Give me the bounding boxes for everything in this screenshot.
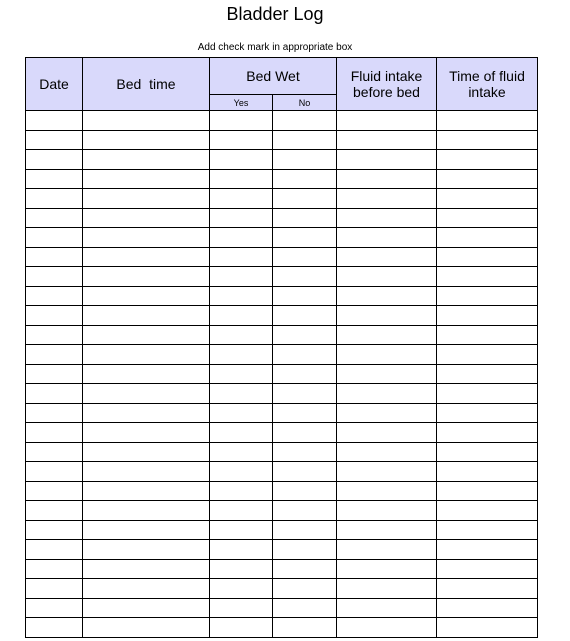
fluid-time-cell[interactable] <box>437 598 538 618</box>
bed-time-cell[interactable] <box>83 442 210 462</box>
bed-wet-no-cell[interactable] <box>273 208 337 228</box>
date-cell[interactable] <box>26 325 83 345</box>
log-row <box>26 286 538 306</box>
fluid-time-cell[interactable] <box>437 403 538 423</box>
fluid-intake-cell[interactable] <box>337 501 437 521</box>
fluid-intake-cell[interactable] <box>337 598 437 618</box>
fluid-time-cell[interactable] <box>437 345 538 365</box>
bed-time-cell[interactable] <box>83 130 210 150</box>
log-row <box>26 345 538 365</box>
log-row <box>26 111 538 131</box>
date-cell[interactable] <box>26 423 83 443</box>
date-cell[interactable] <box>26 540 83 560</box>
bed-time-cell[interactable] <box>83 325 210 345</box>
bed-wet-no-cell[interactable] <box>273 618 337 638</box>
fluid-time-cell[interactable] <box>437 364 538 384</box>
bed-wet-yes-cell[interactable] <box>210 462 273 482</box>
bed-wet-no-cell[interactable] <box>273 364 337 384</box>
bed-time-cell[interactable] <box>83 423 210 443</box>
date-cell[interactable] <box>26 501 83 521</box>
fluid-time-cell[interactable] <box>437 286 538 306</box>
date-cell[interactable] <box>26 598 83 618</box>
log-row <box>26 579 538 599</box>
bed-wet-no-cell[interactable] <box>273 247 337 267</box>
fluid-intake-cell[interactable] <box>337 150 437 170</box>
bed-wet-yes-cell[interactable] <box>210 286 273 306</box>
log-row <box>26 481 538 501</box>
bed-wet-yes-cell[interactable] <box>210 481 273 501</box>
bed-wet-yes-cell[interactable] <box>210 442 273 462</box>
bed-wet-no-cell[interactable] <box>273 520 337 540</box>
fluid-intake-cell[interactable] <box>337 208 437 228</box>
bed-wet-yes-cell[interactable] <box>210 325 273 345</box>
fluid-intake-cell[interactable] <box>337 111 437 131</box>
log-row <box>26 462 538 482</box>
bed-wet-no-cell[interactable] <box>273 130 337 150</box>
bed-time-cell[interactable] <box>83 267 210 287</box>
bed-wet-yes-cell[interactable] <box>210 540 273 560</box>
bed-wet-column-header: Bed Wet <box>210 58 337 95</box>
bed-time-column-header: Bed time <box>83 58 210 111</box>
fluid-time-cell[interactable] <box>437 325 538 345</box>
log-row <box>26 501 538 521</box>
log-row <box>26 559 538 579</box>
bed-wet-yes-cell[interactable] <box>210 169 273 189</box>
bed-time-cell[interactable] <box>83 228 210 248</box>
bed-time-cell[interactable] <box>83 247 210 267</box>
bladder-log-table <box>25 57 538 638</box>
fluid-time-cell[interactable] <box>437 306 538 326</box>
date-cell[interactable] <box>26 286 83 306</box>
date-cell[interactable] <box>26 345 83 365</box>
bed-wet-yes-cell[interactable] <box>210 267 273 287</box>
date-cell[interactable] <box>26 384 83 404</box>
fluid-time-cell[interactable] <box>437 111 538 131</box>
instruction-text: Add check mark in appropriate box <box>197 42 353 53</box>
bed-wet-no-cell[interactable] <box>273 345 337 365</box>
bed-wet-yes-cell[interactable] <box>210 559 273 579</box>
bed-wet-yes-cell[interactable] <box>210 520 273 540</box>
fluid-time-cell[interactable] <box>437 384 538 404</box>
fluid-intake-cell[interactable] <box>337 384 437 404</box>
fluid-intake-cell[interactable] <box>337 267 437 287</box>
bed-time-cell[interactable] <box>83 384 210 404</box>
fluid-intake-cell[interactable] <box>337 540 437 560</box>
date-cell[interactable] <box>26 247 83 267</box>
fluid-time-cell[interactable] <box>437 520 538 540</box>
bed-time-cell[interactable] <box>83 559 210 579</box>
date-cell[interactable] <box>26 559 83 579</box>
yes-column-header: Yes <box>210 95 273 111</box>
date-cell[interactable] <box>26 150 83 170</box>
bed-wet-no-cell[interactable] <box>273 150 337 170</box>
fluid-intake-cell[interactable] <box>337 520 437 540</box>
fluid-time-cell[interactable] <box>437 501 538 521</box>
bed-time-cell[interactable] <box>83 481 210 501</box>
fluid-intake-cell[interactable] <box>337 286 437 306</box>
log-row <box>26 384 538 404</box>
bed-time-cell[interactable] <box>83 364 210 384</box>
fluid-intake-cell[interactable] <box>337 579 437 599</box>
date-cell[interactable] <box>26 189 83 209</box>
fluid-time-cell[interactable] <box>437 247 538 267</box>
fluid-intake-cell[interactable] <box>337 169 437 189</box>
date-cell[interactable] <box>26 228 83 248</box>
log-row <box>26 267 538 287</box>
date-cell[interactable] <box>26 208 83 228</box>
log-row <box>26 423 538 443</box>
bed-wet-yes-cell[interactable] <box>210 189 273 209</box>
bed-wet-no-cell[interactable] <box>273 598 337 618</box>
log-row <box>26 208 538 228</box>
log-row <box>26 130 538 150</box>
fluid-intake-cell[interactable] <box>337 481 437 501</box>
time-of-fluid-column-header: Time of fluid intake <box>437 58 538 111</box>
fluid-time-cell[interactable] <box>437 559 538 579</box>
log-row <box>26 364 538 384</box>
bed-wet-yes-cell[interactable] <box>210 228 273 248</box>
bed-wet-no-cell[interactable] <box>273 442 337 462</box>
fluid-time-cell[interactable] <box>437 579 538 599</box>
fluid-time-cell[interactable] <box>437 130 538 150</box>
date-column-header: Date <box>26 58 83 111</box>
fluid-intake-cell[interactable] <box>337 306 437 326</box>
bed-time-cell[interactable] <box>83 520 210 540</box>
bed-wet-yes-cell[interactable] <box>210 579 273 599</box>
bed-time-cell[interactable] <box>83 286 210 306</box>
date-cell[interactable] <box>26 403 83 423</box>
bed-wet-no-cell[interactable] <box>273 384 337 404</box>
bed-time-cell[interactable] <box>83 403 210 423</box>
fluid-time-cell[interactable] <box>437 423 538 443</box>
date-cell[interactable] <box>26 579 83 599</box>
bed-wet-yes-cell[interactable] <box>210 247 273 267</box>
fluid-intake-cell[interactable] <box>337 559 437 579</box>
bed-wet-yes-cell[interactable] <box>210 345 273 365</box>
fluid-intake-cell[interactable] <box>337 618 437 638</box>
fluid-time-cell[interactable] <box>437 462 538 482</box>
bed-wet-no-cell[interactable] <box>273 306 337 326</box>
bed-time-cell[interactable] <box>83 189 210 209</box>
bed-time-cell[interactable] <box>83 540 210 560</box>
log-row <box>26 618 538 638</box>
date-cell[interactable] <box>26 618 83 638</box>
bed-wet-yes-cell[interactable] <box>210 130 273 150</box>
fluid-intake-cell[interactable] <box>337 423 437 443</box>
bed-wet-yes-cell[interactable] <box>210 618 273 638</box>
date-cell[interactable] <box>26 462 83 482</box>
date-cell[interactable] <box>26 169 83 189</box>
bed-wet-no-cell[interactable] <box>273 423 337 443</box>
bed-wet-no-cell[interactable] <box>273 325 337 345</box>
fluid-time-cell[interactable] <box>437 169 538 189</box>
fluid-time-cell[interactable] <box>437 481 538 501</box>
fluid-time-cell[interactable] <box>437 150 538 170</box>
fluid-intake-cell[interactable] <box>337 247 437 267</box>
bed-time-cell[interactable] <box>83 345 210 365</box>
log-row <box>26 403 538 423</box>
bed-wet-yes-cell[interactable] <box>210 384 273 404</box>
fluid-time-cell[interactable] <box>437 442 538 462</box>
bed-wet-no-cell[interactable] <box>273 501 337 521</box>
fluid-intake-cell[interactable] <box>337 189 437 209</box>
log-row <box>26 169 538 189</box>
log-table-body <box>26 111 538 638</box>
bed-time-cell[interactable] <box>83 150 210 170</box>
no-column-header: No <box>273 95 337 111</box>
log-row <box>26 442 538 462</box>
date-cell[interactable] <box>26 111 83 131</box>
fluid-intake-cell[interactable] <box>337 325 437 345</box>
fluid-intake-cell[interactable] <box>337 403 437 423</box>
fluid-intake-cell[interactable] <box>337 345 437 365</box>
bed-wet-yes-cell[interactable] <box>210 111 273 131</box>
bed-time-cell[interactable] <box>83 306 210 326</box>
bed-wet-no-cell[interactable] <box>273 267 337 287</box>
bed-wet-yes-cell[interactable] <box>210 403 273 423</box>
bed-wet-no-cell[interactable] <box>273 169 337 189</box>
log-row <box>26 520 538 540</box>
bed-wet-yes-cell[interactable] <box>210 501 273 521</box>
bed-wet-yes-cell[interactable] <box>210 208 273 228</box>
bed-wet-no-cell[interactable] <box>273 111 337 131</box>
bed-wet-no-cell[interactable] <box>273 228 337 248</box>
bed-wet-no-cell[interactable] <box>273 286 337 306</box>
date-cell[interactable] <box>26 481 83 501</box>
fluid-intake-cell[interactable] <box>337 462 437 482</box>
page-title: Bladder Log <box>226 4 324 24</box>
log-row <box>26 247 538 267</box>
bed-time-cell[interactable] <box>83 111 210 131</box>
fluid-time-cell[interactable] <box>437 267 538 287</box>
bed-wet-yes-cell[interactable] <box>210 598 273 618</box>
date-cell[interactable] <box>26 364 83 384</box>
date-cell[interactable] <box>26 306 83 326</box>
bed-wet-no-cell[interactable] <box>273 540 337 560</box>
log-row <box>26 306 538 326</box>
log-row <box>26 325 538 345</box>
bed-wet-yes-cell[interactable] <box>210 364 273 384</box>
fluid-time-cell[interactable] <box>437 618 538 638</box>
bed-wet-yes-cell[interactable] <box>210 423 273 443</box>
date-cell[interactable] <box>26 267 83 287</box>
fluid-time-cell[interactable] <box>437 540 538 560</box>
bed-time-cell[interactable] <box>83 501 210 521</box>
bed-time-cell[interactable] <box>83 462 210 482</box>
date-cell[interactable] <box>26 130 83 150</box>
bed-time-cell[interactable] <box>83 618 210 638</box>
bed-wet-no-cell[interactable] <box>273 559 337 579</box>
fluid-intake-cell[interactable] <box>337 130 437 150</box>
fluid-time-cell[interactable] <box>437 189 538 209</box>
fluid-intake-cell[interactable] <box>337 364 437 384</box>
log-row <box>26 228 538 248</box>
log-row <box>26 150 538 170</box>
bed-wet-no-cell[interactable] <box>273 462 337 482</box>
bed-wet-yes-cell[interactable] <box>210 150 273 170</box>
bed-wet-no-cell[interactable] <box>273 189 337 209</box>
bed-time-cell[interactable] <box>83 169 210 189</box>
log-row <box>26 540 538 560</box>
bed-time-cell[interactable] <box>83 579 210 599</box>
bed-wet-no-cell[interactable] <box>273 481 337 501</box>
bed-wet-yes-cell[interactable] <box>210 306 273 326</box>
fluid-time-cell[interactable] <box>437 208 538 228</box>
fluid-intake-cell[interactable] <box>337 442 437 462</box>
log-row <box>26 598 538 618</box>
fluid-time-cell[interactable] <box>437 228 538 248</box>
bed-time-cell[interactable] <box>83 208 210 228</box>
date-cell[interactable] <box>26 520 83 540</box>
bed-wet-no-cell[interactable] <box>273 579 337 599</box>
bed-wet-no-cell[interactable] <box>273 403 337 423</box>
fluid-intake-cell[interactable] <box>337 228 437 248</box>
fluid-intake-column-header: Fluid intake before bed <box>337 58 437 111</box>
date-cell[interactable] <box>26 442 83 462</box>
log-row <box>26 189 538 209</box>
bed-time-cell[interactable] <box>83 598 210 618</box>
